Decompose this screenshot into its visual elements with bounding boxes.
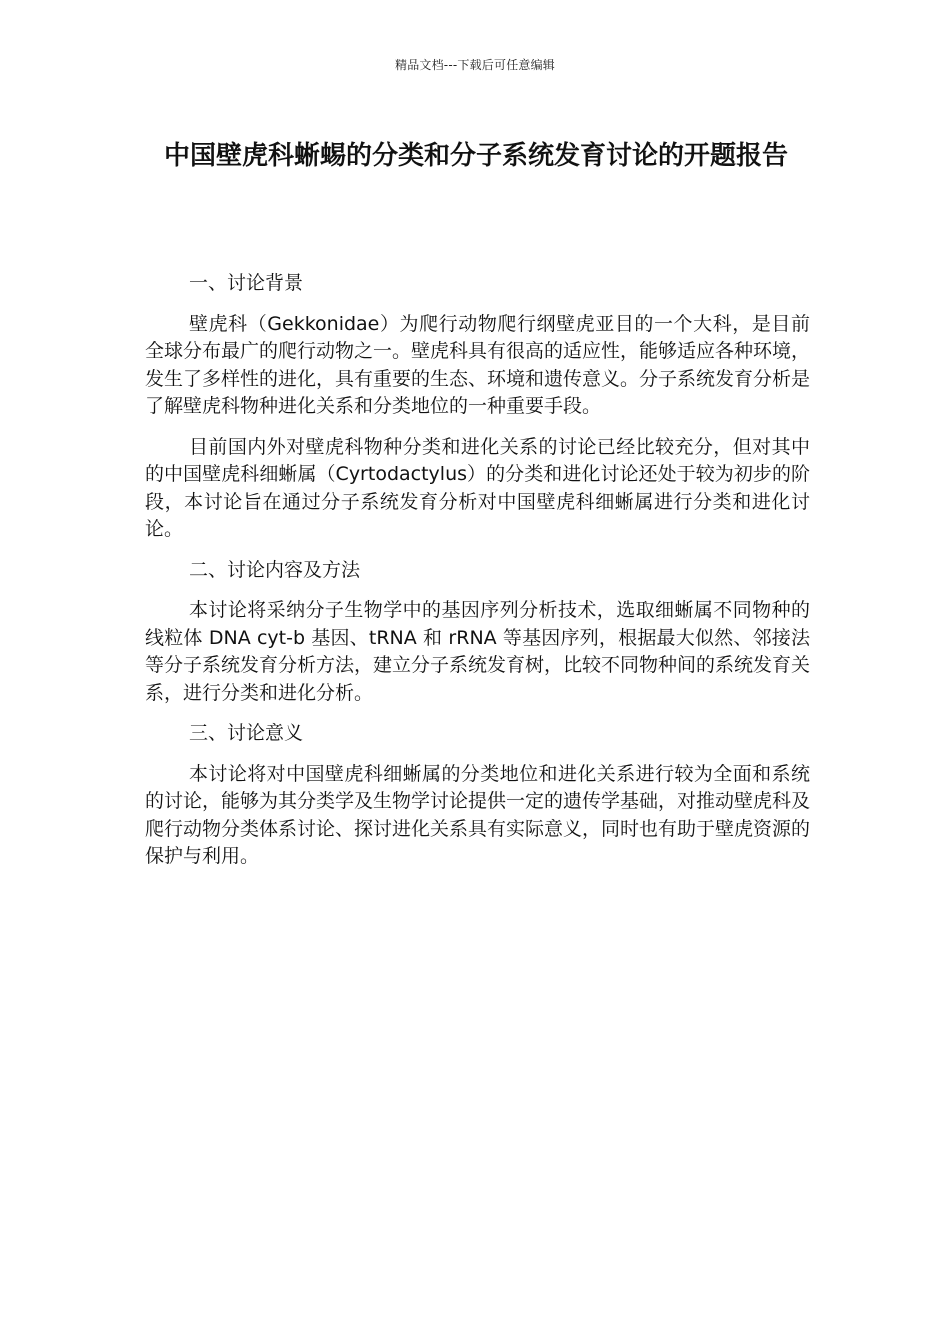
document-body [145, 270, 810, 884]
section-significance [145, 720, 810, 871]
section-content-methods [145, 557, 810, 708]
section-heading: 一、讨论背景 [189, 272, 304, 294]
paragraph: 目前国内外对壁虎科物种分类和进化关系的讨论已经比较充分，但对其中的中国壁虎科细蜥属（Cyrtodactylus）的分类和进化讨论还处于较为初步的阶段，本讨论旨在通过分子系统发育分析对中国壁虎科细蜥属进行分类和进化讨论。 [145, 435, 810, 540]
document-title: 中国壁虎科蜥蜴的分类和分子系统发育讨论的开题报告 [163, 141, 788, 171]
header-note: 精品文档---下载后可任意编辑 [395, 58, 555, 72]
section-background [145, 270, 810, 544]
section-heading: 三、讨论意义 [189, 722, 304, 744]
paragraph: 本讨论将对中国壁虎科细蜥属的分类地位和进化关系进行较为全面和系统的讨论，能够为其分类学及生物学讨论提供一定的遗传学基础，对推动壁虎科及爬行动物分类体系讨论、探讨进化关系具有实际意义，同时也有助于壁虎资源的保护与利用。 [145, 762, 811, 867]
section-heading: 二、讨论内容及方法 [189, 558, 361, 581]
paragraph: 壁虎科（Gekkonidae）为爬行动物爬行纲壁虎亚目的一个大科，是目前全球分布最广的爬行动物之一。壁虎科具有很高的适应性，能够适应各种环境，发生了多样性的进化，具有重要的生态、环境和遗传意义。分子系统发育分析是了解壁虎科物种进化关系和分类地位的一种重要手段。 [145, 312, 811, 417]
paragraph: 本讨论将采纳分子生物学中的基因序列分析技术，选取细蜥属不同物种的线粒体 DNA cyt-b 基因、tRNA 和 rRNA 等基因序列，根据最大似然、邻接法等分子系统发育分析方法，建立分子系统发育树，比较不同物种间的系统发育关系，进行分类和进化分析。 [145, 599, 811, 704]
